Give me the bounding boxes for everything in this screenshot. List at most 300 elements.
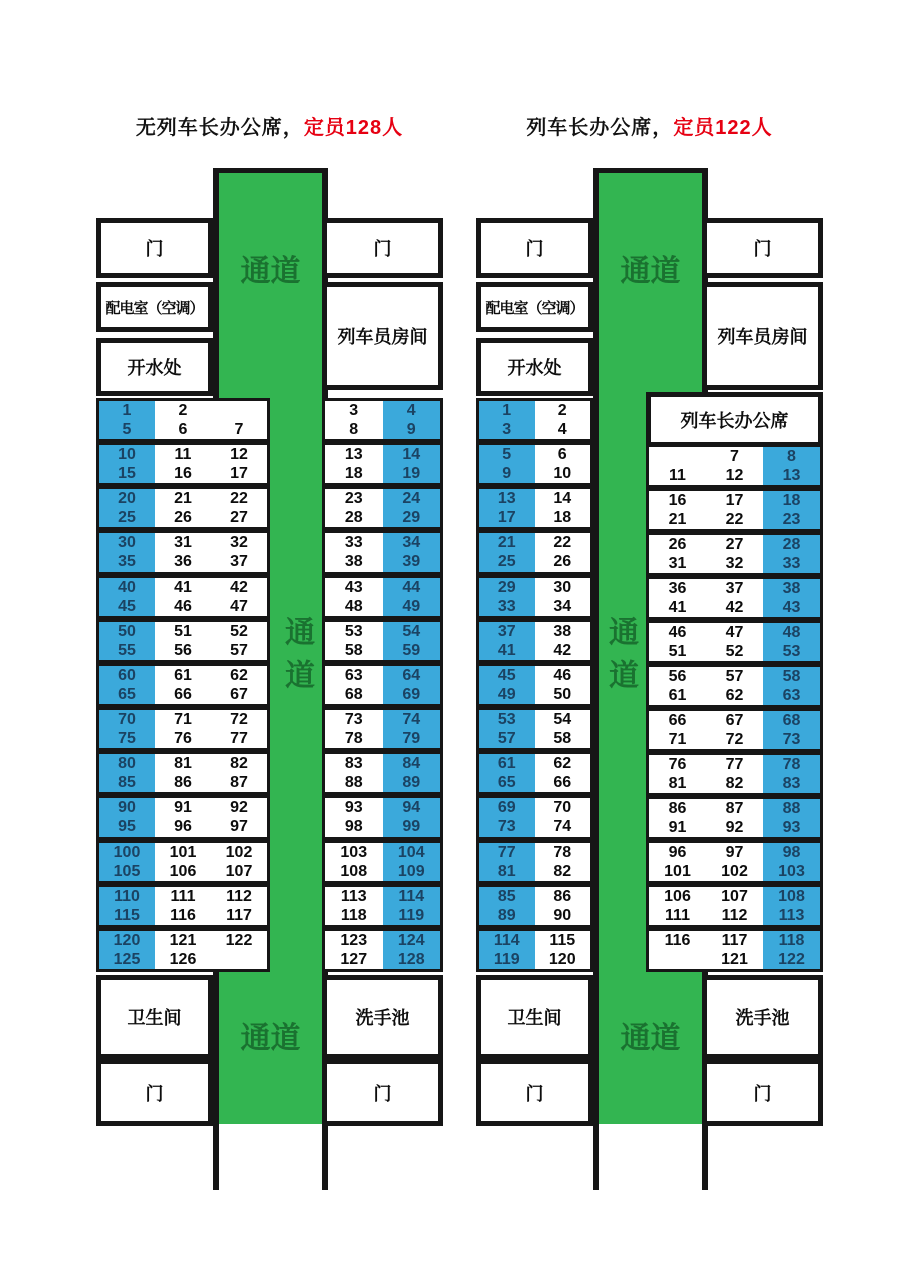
- seat-block-left-bay: [476, 663, 593, 707]
- seat-cell: 57: [230, 641, 248, 659]
- seat-row: [649, 774, 820, 793]
- seat-row: [649, 579, 820, 598]
- seat-row: [325, 754, 440, 773]
- seat-block-left-bay: [96, 928, 270, 972]
- seat-row: [479, 666, 590, 685]
- seat-cell: 123: [340, 931, 368, 949]
- seat-row: [649, 491, 820, 510]
- seat-cell: 23: [344, 489, 363, 507]
- title-text: 列车长办公席，: [526, 117, 674, 139]
- seat-cell-window: 19: [383, 464, 441, 483]
- seat-row: [325, 666, 440, 685]
- seat-cell-window: 109: [383, 862, 441, 881]
- diagram-title-122: [476, 111, 823, 140]
- seat-block-right-bay: [322, 486, 443, 530]
- seat-cell: 121: [721, 950, 748, 968]
- seat-cell: 56: [174, 641, 192, 659]
- seat-cell: 62: [553, 754, 572, 772]
- seat-row: [99, 754, 267, 773]
- seat-cell-window: 73: [763, 730, 820, 749]
- seat-block-right-bay: [322, 442, 443, 486]
- seat-row: [325, 950, 440, 969]
- seat-cell-window: 20: [99, 489, 155, 508]
- power-room-ac: 配电室（空调）: [476, 282, 593, 332]
- seat-cell-window: 8: [763, 447, 820, 466]
- seat-cell: 18: [553, 508, 572, 526]
- seat-cell-window: 33: [479, 597, 535, 616]
- seat-cell: 11: [174, 445, 192, 463]
- seat-row: [99, 533, 267, 553]
- seat-cell: 32: [725, 554, 744, 572]
- power-room-ac: 配电室（空调）: [96, 282, 213, 332]
- seat-block-right-bay: [646, 708, 823, 752]
- seat-cell-window: 93: [763, 818, 820, 837]
- seat-cell-window: 49: [479, 685, 535, 704]
- seat-cell: 82: [725, 774, 744, 792]
- seat-cell: 112: [721, 906, 748, 924]
- seat-cell: 68: [344, 685, 363, 703]
- seat-row: [99, 553, 267, 573]
- seat-row: [325, 818, 440, 838]
- seat-row: [479, 464, 590, 483]
- seat-row: [479, 729, 590, 748]
- seat-row: [99, 887, 267, 906]
- seat-cell-window: 25: [99, 508, 155, 527]
- seat-cell: 10: [553, 464, 572, 482]
- seat-row: [649, 466, 820, 485]
- seat-cell: 127: [340, 950, 368, 968]
- seat-cell-window: 89: [479, 906, 535, 925]
- seat-row: [99, 843, 267, 862]
- seat-row: [649, 510, 820, 529]
- seat-block-right-bay: [646, 620, 823, 664]
- seat-block-left-bay: [96, 442, 270, 486]
- seat-row: [325, 597, 440, 616]
- seat-cell-window: 1: [479, 401, 535, 420]
- seat-row: [479, 445, 590, 464]
- seat-row: [325, 489, 440, 508]
- seat-cell: 53: [344, 622, 363, 640]
- seat-cell-window: 61: [479, 754, 535, 773]
- seat-cell-window: 70: [99, 710, 155, 729]
- seat-row: [99, 597, 267, 616]
- seat-cell-window: 1: [99, 401, 155, 420]
- seat-cell: 86: [553, 887, 572, 905]
- seat-row: [99, 489, 267, 508]
- seat-cell-window: 38: [763, 579, 820, 598]
- seat-cell: 57: [725, 667, 744, 685]
- seat-cell: 116: [664, 931, 691, 949]
- seat-row: [99, 685, 267, 704]
- seat-cell-window: 18: [763, 491, 820, 510]
- seat-cell-window: 114: [479, 931, 535, 950]
- seat-block-left-bay: [476, 575, 593, 619]
- seat-row: [99, 641, 267, 660]
- seat-cell-window: 99: [383, 818, 441, 838]
- seat-cell: 108: [340, 862, 368, 880]
- seat-cell: 42: [230, 578, 248, 596]
- seat-row: [479, 641, 590, 660]
- seat-row: [325, 729, 440, 748]
- seat-cell-window: 58: [763, 667, 820, 686]
- seat-block-left-bay: [96, 884, 270, 928]
- seat-row: [99, 464, 267, 483]
- seat-cell-window: 55: [99, 641, 155, 660]
- seat-row: [99, 950, 267, 969]
- toilet-room: 卫生间: [96, 975, 213, 1059]
- seat-cell: 51: [668, 642, 687, 660]
- seat-cell: 115: [549, 931, 576, 949]
- seat-row: [325, 420, 440, 439]
- seat-cell-window: 89: [383, 773, 441, 792]
- seat-row: [649, 554, 820, 573]
- seat-cell: 43: [344, 578, 363, 596]
- seat-cell: 102: [225, 843, 253, 861]
- seat-block-right-bay: [322, 928, 443, 972]
- seat-cell-window: 21: [479, 533, 535, 553]
- seat-cell-window: 75: [99, 729, 155, 748]
- seat-cell: 36: [174, 553, 192, 571]
- seat-block-left-bay: [476, 530, 593, 575]
- seat-row: [649, 623, 820, 642]
- seat-cell: 33: [344, 533, 363, 551]
- seat-cell-window: 85: [99, 773, 155, 792]
- seat-cell-window: 59: [383, 641, 441, 660]
- seat-cell-window: 13: [479, 489, 535, 508]
- seat-cell-window: 43: [763, 598, 820, 617]
- seat-cell: 50: [553, 685, 572, 703]
- seat-row: [649, 799, 820, 818]
- seat-cell: 93: [344, 798, 363, 816]
- seat-cell: 103: [340, 843, 368, 861]
- seat-cell-window: 120: [99, 931, 155, 950]
- door-top-left: 门: [96, 218, 213, 278]
- seat-block-right-bay: [322, 884, 443, 928]
- seat-cell-window: 45: [99, 597, 155, 616]
- seat-row: [325, 508, 440, 527]
- door-bottom-right: 门: [322, 1059, 443, 1126]
- seat-cell-window: 53: [763, 642, 820, 661]
- door-top-right: 门: [322, 218, 443, 278]
- seat-row: [99, 798, 267, 818]
- seat-cell: 76: [174, 729, 192, 747]
- seat-cell: 6: [178, 420, 188, 438]
- seat-cell: 28: [344, 508, 363, 526]
- seat-row: [649, 535, 820, 554]
- seat-block-right-bay: [646, 532, 823, 576]
- seat-cell: 76: [668, 755, 687, 773]
- seat-cell: 34: [553, 597, 572, 615]
- seat-cell: 16: [174, 464, 192, 482]
- seat-cell: 126: [169, 950, 197, 968]
- seat-row: [479, 843, 590, 862]
- corridor-label-top: 通道: [620, 255, 681, 288]
- seat-cell-window: 30: [99, 533, 155, 553]
- seat-row: [479, 685, 590, 704]
- seat-row: [99, 710, 267, 729]
- seat-block-left-bay: [476, 398, 593, 442]
- seat-row: [99, 445, 267, 464]
- seat-cell-window: 33: [763, 554, 820, 573]
- seat-cell-window: 69: [383, 685, 441, 704]
- seat-cell: 77: [230, 729, 248, 747]
- seat-cell-window: 90: [99, 798, 155, 818]
- seat-cell: 2: [178, 401, 188, 419]
- seat-cell: 122: [225, 931, 253, 949]
- seat-cell-window: 115: [99, 906, 155, 925]
- seat-cell-window: 4: [383, 401, 441, 420]
- seat-cell: 62: [230, 666, 248, 684]
- seat-cell: 17: [725, 491, 744, 509]
- seat-block-right-bay: [322, 751, 443, 795]
- seat-block-left-bay: [476, 840, 593, 884]
- seat-row: [479, 950, 590, 969]
- seat-row: [479, 401, 590, 420]
- seat-row: [479, 773, 590, 792]
- seat-row: [99, 578, 267, 597]
- seat-cell: 91: [174, 798, 192, 816]
- seat-block-right-bay: [322, 575, 443, 619]
- door-bottom-right: 门: [702, 1059, 823, 1126]
- seat-block-left-bay: [96, 486, 270, 530]
- seat-row: [479, 597, 590, 616]
- seat-cell-window: 9: [479, 464, 535, 483]
- seat-cell-window: 44: [383, 578, 441, 597]
- seat-row: [325, 641, 440, 660]
- seat-cell: 116: [170, 906, 196, 924]
- seat-cell-window: 65: [99, 685, 155, 704]
- seat-cell: 14: [553, 489, 572, 507]
- seat-row: [325, 798, 440, 818]
- seat-cell: 71: [668, 730, 687, 748]
- seat-block-left-bay: [476, 707, 593, 751]
- seat-block-right-bay: [646, 928, 823, 972]
- seat-block-right-bay: [322, 530, 443, 575]
- seat-row: [99, 906, 267, 925]
- seat-cell: 2: [557, 401, 567, 419]
- seat-cell: 56: [668, 667, 687, 685]
- seat-block-left-bay: [96, 530, 270, 575]
- seat-cell: 66: [553, 773, 572, 791]
- corridor-label-middle: 通道: [604, 616, 637, 702]
- seat-cell: 117: [226, 906, 252, 924]
- seat-cell: 6: [557, 445, 567, 463]
- seat-cell-window: 104: [383, 843, 441, 862]
- seat-cell-window: 68: [763, 711, 820, 730]
- seat-cell-window: 103: [763, 862, 820, 881]
- seat-row: [479, 887, 590, 906]
- seat-cell-window: 100: [99, 843, 155, 862]
- seat-cell: 62: [725, 686, 744, 704]
- seat-cell-window: 63: [763, 686, 820, 705]
- door-top-left: 门: [476, 218, 593, 278]
- corridor-label-bottom: 通道: [620, 1022, 681, 1055]
- seat-row: [325, 931, 440, 950]
- seat-cell-window: 50: [99, 622, 155, 641]
- seat-cell: 61: [668, 686, 687, 704]
- seat-block-right-bay: [322, 398, 443, 442]
- seat-cell-window: 34: [383, 533, 441, 553]
- seat-row: [479, 622, 590, 641]
- seat-cell-window: 83: [763, 774, 820, 793]
- seat-block-right-bay: [322, 619, 443, 663]
- seat-cell-window: 114: [383, 887, 441, 906]
- seat-block-right-bay: [322, 795, 443, 840]
- seat-cell-window: 74: [383, 710, 441, 729]
- seat-row: [325, 401, 440, 420]
- seat-row: [649, 931, 820, 950]
- seat-cell: 7: [234, 420, 244, 438]
- seat-cell: 87: [725, 799, 744, 817]
- seat-row: [99, 666, 267, 685]
- seat-cell: 11: [669, 466, 686, 484]
- seat-cell: 96: [174, 818, 192, 836]
- car-diagram-128: [96, 168, 443, 1193]
- seat-cell-window: 5: [99, 420, 155, 439]
- seat-row: [649, 862, 820, 881]
- seat-cell: 67: [725, 711, 744, 729]
- seat-row: [99, 508, 267, 527]
- seat-row: [649, 447, 820, 466]
- seat-cell-window: 94: [383, 798, 441, 818]
- seat-cell-window: 113: [763, 906, 820, 925]
- seat-block-left-bay: [96, 663, 270, 707]
- seat-block-right-bay: [646, 444, 823, 488]
- seat-row: [479, 754, 590, 773]
- seat-cell: 113: [340, 887, 367, 905]
- washbasin-room: 洗手池: [702, 975, 823, 1059]
- seat-cell: 12: [230, 445, 248, 463]
- seat-cell: [211, 401, 267, 420]
- seat-row: [325, 887, 440, 906]
- seat-cell-window: 28: [763, 535, 820, 554]
- seat-cell: 58: [553, 729, 572, 747]
- seat-block-left-bay: [96, 795, 270, 840]
- seat-cell: 30: [553, 578, 572, 596]
- seat-row: [649, 887, 820, 906]
- seat-cell: 27: [725, 535, 744, 553]
- seat-cell: 81: [668, 774, 687, 792]
- seat-cell-window: 37: [479, 622, 535, 641]
- seat-cell: 54: [553, 710, 572, 728]
- seat-cell: 118: [340, 906, 367, 924]
- seat-cell: 121: [169, 931, 197, 949]
- seat-block-right-bay: [646, 752, 823, 796]
- seat-cell: 98: [344, 818, 363, 836]
- seat-row: [479, 862, 590, 881]
- seat-cell-window: 29: [479, 578, 535, 597]
- title-text: 无列车长办公席，: [135, 117, 304, 139]
- seat-row: [649, 642, 820, 661]
- seat-cell-window: 108: [763, 887, 820, 906]
- seat-cell: 61: [174, 666, 192, 684]
- seat-cell-window: 13: [763, 466, 820, 485]
- seat-cell: 102: [721, 862, 748, 880]
- seat-row: [649, 686, 820, 705]
- corridor-label-bottom: 通道: [240, 1022, 301, 1055]
- car-diagram-122: [476, 168, 823, 1193]
- seat-cell: 46: [668, 623, 687, 641]
- seat-cell-window: 95: [99, 818, 155, 838]
- seat-row: [479, 710, 590, 729]
- seat-row: [99, 729, 267, 748]
- seat-row: [649, 667, 820, 686]
- seat-cell: 107: [721, 887, 748, 905]
- seat-cell: 22: [230, 489, 248, 507]
- seat-cell: 52: [725, 642, 744, 660]
- seat-cell-window: 77: [479, 843, 535, 862]
- seat-cell-window: 69: [479, 798, 535, 818]
- seat-row: [479, 798, 590, 818]
- seat-block-left-bay: [476, 795, 593, 840]
- seat-cell: 107: [225, 862, 253, 880]
- seat-cell-window: 110: [99, 887, 155, 906]
- seat-cell-window: 41: [479, 641, 535, 660]
- seat-cell: 101: [664, 862, 691, 880]
- seat-cell: 83: [344, 754, 363, 772]
- conductor-office-seat: 列车长办公席: [646, 392, 823, 447]
- seat-cell: 8: [349, 420, 359, 438]
- seat-block-left-bay: [96, 398, 270, 442]
- seat-cell-window: 65: [479, 773, 535, 792]
- seat-cell-window: 118: [763, 931, 820, 950]
- seat-block-left-bay: [476, 486, 593, 530]
- seat-cell: 36: [668, 579, 687, 597]
- seat-block-right-bay: [646, 884, 823, 928]
- seat-cell: [649, 950, 706, 969]
- seat-cell-window: 49: [383, 597, 441, 616]
- attendant-room: 列车员房间: [322, 282, 443, 390]
- seat-block-left-bay: [476, 619, 593, 663]
- seat-cell: 78: [553, 843, 572, 861]
- seat-cell-window: 10: [99, 445, 155, 464]
- seat-cell: 22: [725, 510, 744, 528]
- seat-row: [479, 553, 590, 573]
- hot-water-room: 开水处: [476, 338, 593, 396]
- seat-block-right-bay: [322, 707, 443, 751]
- seat-cell-window: 105: [99, 862, 155, 881]
- seat-cell: 78: [344, 729, 363, 747]
- seat-cell: 46: [174, 597, 192, 615]
- seat-row: [325, 906, 440, 925]
- seat-cell-window: 81: [479, 862, 535, 881]
- seat-cell: 117: [721, 931, 748, 949]
- seat-cell-window: 54: [383, 622, 441, 641]
- seat-row: [325, 862, 440, 881]
- seat-cell-window: 5: [479, 445, 535, 464]
- seat-cell: 37: [230, 553, 248, 571]
- seat-cell: 58: [344, 641, 363, 659]
- seat-cell: 31: [668, 554, 687, 572]
- toilet-room: 卫生间: [476, 975, 593, 1059]
- seat-cell: 82: [230, 754, 248, 772]
- seat-row: [649, 598, 820, 617]
- seat-cell: 72: [725, 730, 744, 748]
- seat-cell: 38: [553, 622, 572, 640]
- seat-cell: 74: [553, 818, 572, 836]
- seat-cell: 26: [553, 553, 572, 571]
- seat-block-left-bay: [96, 619, 270, 663]
- seat-cell: 73: [344, 710, 363, 728]
- seat-cell: 12: [725, 466, 744, 484]
- seat-cell-window: 3: [479, 420, 535, 439]
- seat-row: [479, 533, 590, 553]
- seat-row: [649, 843, 820, 862]
- seat-cell: 31: [174, 533, 192, 551]
- seat-cell-window: 119: [383, 906, 441, 925]
- door-bottom-left: 门: [476, 1059, 593, 1126]
- seat-cell-window: 79: [383, 729, 441, 748]
